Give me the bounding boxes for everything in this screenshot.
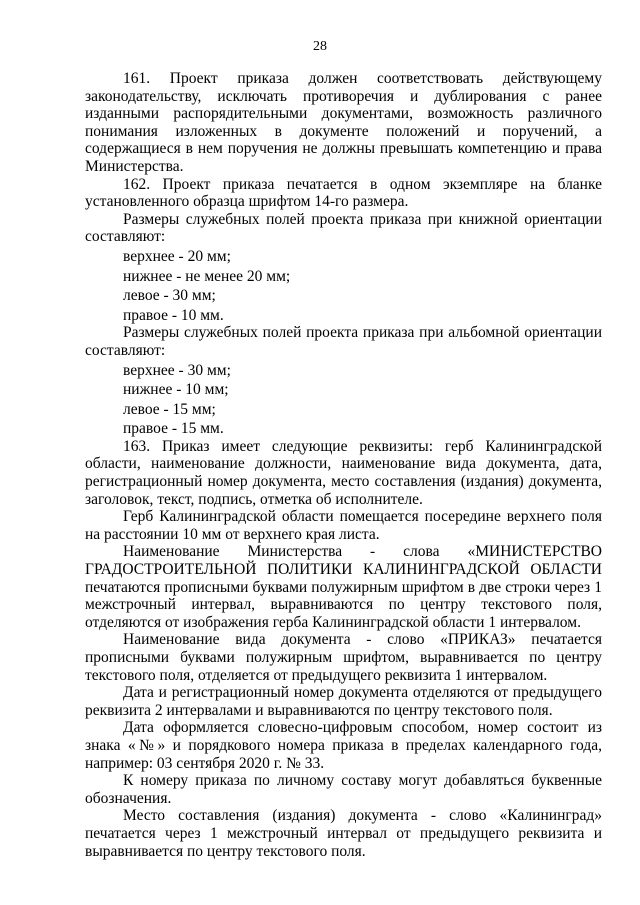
landscape-margin-bottom: нижнее - 10 мм;	[123, 381, 229, 399]
paragraph-163: 163. Приказ имеет следующие реквизиты: герб Калининградской области, наименование должности, наименование вида документа, дата, регистрационный номер документа, место составления (издания) документа, заголовок, текст, подпись, отметка об исполнителе.	[85, 437, 602, 508]
portrait-margin-left: левое - 30 мм;	[123, 287, 216, 305]
landscape-margin-top: верхнее - 30 мм;	[123, 361, 231, 379]
document-body	[85, 70, 602, 860]
portrait-margin-right: правое - 10 мм.	[123, 306, 224, 324]
place-of-issue-paragraph: Место составления (издания) документа - слово «Калининград» печатается через 1 межстрочный интервал от предыдущего реквизита и выравнивается по центру текстового поля.	[85, 807, 602, 860]
coat-of-arms-paragraph: Герб Калининградской области помещается посередине верхнего поля на расстоянии 10 мм от верхнего края листа.	[85, 508, 602, 543]
portrait-margins-intro: Размеры служебных полей проекта приказа при книжной ориентации составляют:	[85, 210, 602, 246]
landscape-margins-intro: Размеры служебных полей проекта приказа при альбомной ориентации составляют:	[85, 324, 602, 359]
paragraph-162: 162. Проект приказа печатается в одном экземпляре на бланке установленного образца шрифтом 14-го размера.	[85, 175, 602, 211]
date-number-paragraph: Дата и регистрационный номер документа отделяются от предыдущего реквизита 2 интервалами и выравниваются по центру текстового поля.	[85, 684, 602, 719]
date-format-paragraph: Дата оформляется словесно-цифровым способом, номер состоит из знака «№» и порядкового номера приказа в пределах календарного года, например: 03 сентября 2020 г. № 33.	[85, 719, 602, 772]
ministry-name-paragraph: Наименование Министерства - слова «МИНИСТЕРСТВО ГРАДОСТРОИТЕЛЬНОЙ ПОЛИТИКИ КАЛИНИНГРАДСКОЙ ОБЛАСТИ печатаются прописными буквами полужирным шрифтом в две строки через 1 межстрочный интервал, выравниваются по центру текстового поля, отделяются от изображения герба Калининградской области 1 интервалом.	[85, 543, 602, 631]
landscape-margin-right: правое - 15 мм.	[123, 420, 224, 438]
personnel-order-paragraph: К номеру приказа по личному составу могут добавляться буквенные обозначения.	[85, 772, 602, 807]
page-number: 28	[313, 39, 327, 54]
document-type-paragraph: Наименование вида документа - слово «ПРИКАЗ» печатается прописными буквами полужирным шрифтом, выравнивается по центру текстового поля, отделяется от предыдущего реквизита 1 интервалом.	[85, 631, 602, 684]
paragraph-161: 161. Проект приказа должен соответствовать действующему законодательству, исключать противоречия и дублирования с ранее изданными распорядительными документами, возможность различного понимания изложенных в документе положений и поручений, а содержащиеся в нем поручения не должны превышать компетенцию и права Министерства.	[85, 70, 602, 175]
portrait-margin-top: верхнее - 20 мм;	[123, 247, 231, 265]
landscape-margin-left: левое - 15 мм;	[123, 400, 216, 418]
portrait-margin-bottom: нижнее - не менее 20 мм;	[123, 267, 291, 285]
